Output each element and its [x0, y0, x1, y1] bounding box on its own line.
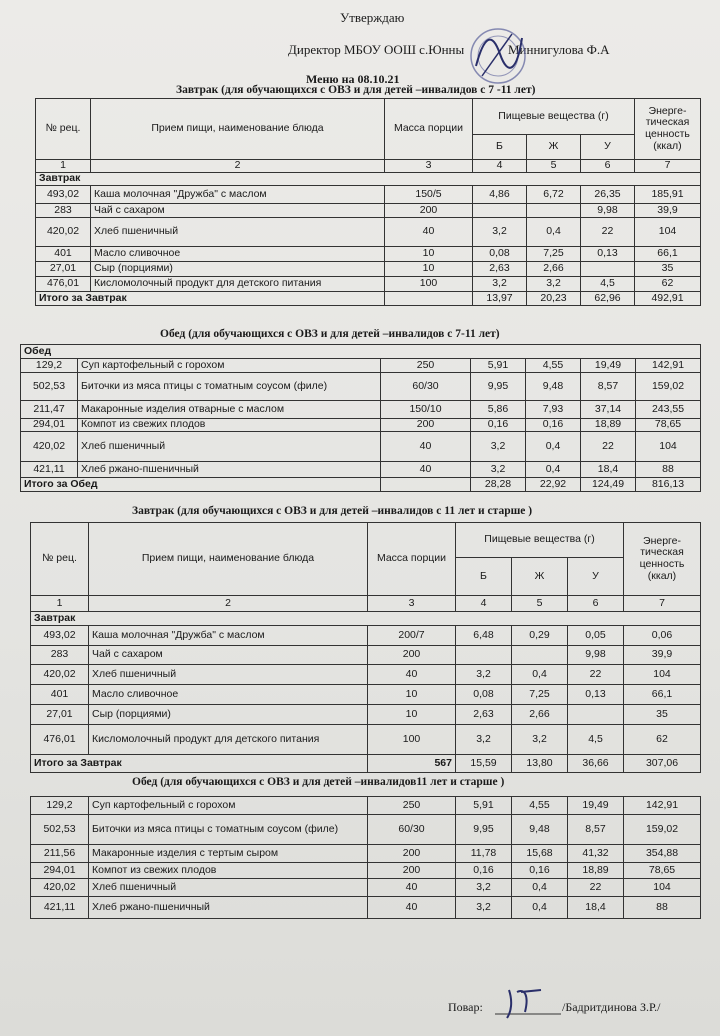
table-cell: 60/30	[368, 815, 456, 845]
table-cell: 22,92	[526, 478, 581, 492]
table-cell: Макаронные изделия с тертым сыром	[89, 845, 368, 863]
idx-cell: 6	[568, 596, 624, 612]
table-cell: Биточки из мяса птицы с томатным соусом (филе)	[89, 815, 368, 845]
col-zh: Ж	[527, 135, 581, 160]
table-row	[36, 218, 701, 247]
table-cell: 15,68	[512, 845, 568, 863]
table-cell: 200/7	[368, 626, 456, 646]
table-cell: 0,4	[526, 432, 581, 462]
total-row	[31, 755, 701, 773]
table-cell: 5,91	[471, 359, 526, 373]
idx-cell: 2	[91, 160, 385, 173]
table-cell	[385, 292, 473, 306]
table-row	[36, 277, 701, 292]
table-cell: 5,91	[456, 797, 512, 815]
idx-cell: 6	[581, 160, 635, 173]
table-cell: 124,49	[581, 478, 636, 492]
table-cell: 211,47	[21, 401, 78, 419]
table-cell: 18,89	[568, 863, 624, 879]
table-cell: 0,16	[471, 419, 526, 432]
table-cell: Хлеб ржано-пшеничный	[78, 462, 381, 478]
table-cell: 104	[635, 218, 701, 247]
idx-cell: 3	[385, 160, 473, 173]
table-cell: 88	[636, 462, 701, 478]
table-cell: 10	[368, 685, 456, 705]
table-cell: Компот из свежих плодов	[78, 419, 381, 432]
table-cell: 3,2	[456, 879, 512, 897]
table-cell: Сыр (порциями)	[89, 705, 368, 725]
table-cell	[527, 204, 581, 218]
table-cell: 294,01	[21, 419, 78, 432]
col-nutrients: Пищевые вещества (г)	[456, 523, 624, 558]
table-cell: 0,08	[456, 685, 512, 705]
col-num: № рец.	[36, 99, 91, 160]
table-cell: 27,01	[31, 705, 89, 725]
col-zh: Ж	[512, 558, 568, 596]
table-cell: 4,5	[568, 725, 624, 755]
table-cell: 100	[368, 725, 456, 755]
table-row	[31, 725, 701, 755]
table-cell: 567	[368, 755, 456, 773]
table-cell: 10	[385, 262, 473, 277]
idx-cell: 1	[36, 160, 91, 173]
table-cell: 492,91	[635, 292, 701, 306]
table-cell: 0,16	[512, 863, 568, 879]
table-breakfast-7-11	[35, 98, 701, 306]
table-cell: 15,59	[456, 755, 512, 773]
table-cell: 0,4	[526, 462, 581, 478]
table-cell: 6,72	[527, 186, 581, 204]
table-cell: 0,4	[512, 879, 568, 897]
table-cell: 27,01	[36, 262, 91, 277]
table-cell: 420,02	[36, 218, 91, 247]
table-row	[31, 705, 701, 725]
table-row	[31, 863, 701, 879]
group-label: Обед	[21, 345, 701, 359]
table-cell: 104	[636, 432, 701, 462]
table-cell: 159,02	[624, 815, 701, 845]
table-breakfast-11-plus	[30, 522, 701, 773]
table-cell: 4,55	[512, 797, 568, 815]
col-b: Б	[456, 558, 512, 596]
table-cell: 0,4	[512, 665, 568, 685]
table-cell: Биточки из мяса птицы с томатным соусом (филе)	[78, 373, 381, 401]
table-cell: 401	[36, 247, 91, 262]
table-row	[31, 815, 701, 845]
table-cell: 13,80	[512, 755, 568, 773]
table-cell: 493,02	[31, 626, 89, 646]
idx-cell: 2	[89, 596, 368, 612]
table-cell: 62,96	[581, 292, 635, 306]
table-cell: 401	[31, 685, 89, 705]
table-cell: 10	[368, 705, 456, 725]
table-cell: 78,65	[636, 419, 701, 432]
table-row	[31, 626, 701, 646]
table-cell: Каша молочная "Дружба" с маслом	[89, 626, 368, 646]
table-cell: 28,28	[471, 478, 526, 492]
table-cell: 8,57	[581, 373, 636, 401]
table-cell: 250	[381, 359, 471, 373]
table-cell: 22	[568, 879, 624, 897]
table-cell: 3,2	[473, 277, 527, 292]
table-cell: 104	[624, 879, 701, 897]
table-cell: 22	[581, 432, 636, 462]
table-cell: 502,53	[31, 815, 89, 845]
table-cell: 62	[624, 725, 701, 755]
table-cell: 9,95	[471, 373, 526, 401]
table-cell: 37,14	[581, 401, 636, 419]
table-cell: 104	[624, 665, 701, 685]
director-name: Миннигулова Ф.А	[508, 42, 610, 57]
table-cell	[512, 646, 568, 665]
table-cell: 243,55	[636, 401, 701, 419]
table-cell: 816,13	[636, 478, 701, 492]
table-cell: Хлеб пшеничный	[89, 665, 368, 685]
table-cell: 19,49	[581, 359, 636, 373]
table-cell: Хлеб пшеничный	[78, 432, 381, 462]
table-cell: 0,4	[512, 897, 568, 919]
table-cell: 200	[368, 845, 456, 863]
table-cell: 9,98	[568, 646, 624, 665]
group-label: Завтрак	[31, 612, 701, 626]
table-cell: Итого за Завтрак	[36, 292, 385, 306]
table-cell: 0,29	[512, 626, 568, 646]
table-cell: 5,86	[471, 401, 526, 419]
table-cell	[568, 705, 624, 725]
table-cell: 0,13	[568, 685, 624, 705]
col-b: Б	[473, 135, 527, 160]
table-cell: 283	[36, 204, 91, 218]
table-cell	[456, 646, 512, 665]
table-cell: 9,98	[581, 204, 635, 218]
table-row	[21, 419, 701, 432]
table-cell: 420,02	[31, 879, 89, 897]
section3-caption: Завтрак (для обучающихся с ОВЗ и для детей –инвалидов с 11 лет и старше )	[132, 505, 533, 517]
table-cell: Макаронные изделия отварные с маслом	[78, 401, 381, 419]
table-cell: 62	[635, 277, 701, 292]
table-cell: 39,9	[635, 204, 701, 218]
table-cell: 3,2	[473, 218, 527, 247]
table-cell: 66,1	[635, 247, 701, 262]
table-cell: 88	[624, 897, 701, 919]
col-num: № рец.	[31, 523, 89, 596]
table-cell: 211,56	[31, 845, 89, 863]
table-row	[21, 462, 701, 478]
section4-caption: Обед (для обучающихся с ОВЗ и для детей –инвалидов11 лет и старше )	[132, 776, 505, 788]
table-row	[36, 262, 701, 277]
col-energy: Энерге-тическая ценность (ккал)	[624, 523, 701, 596]
table-cell: 420,02	[31, 665, 89, 685]
table-cell: Итого за Обед	[21, 478, 381, 492]
table-cell: 129,2	[31, 797, 89, 815]
table-cell: Каша молочная "Дружба" с маслом	[91, 186, 385, 204]
table-cell: 7,93	[526, 401, 581, 419]
col-mass: Масса порции	[385, 99, 473, 160]
approve-label: Утверждаю	[340, 10, 405, 25]
table-cell: 39,9	[624, 646, 701, 665]
table-cell: Хлеб пшеничный	[89, 879, 368, 897]
table-row	[31, 665, 701, 685]
table-cell: 250	[368, 797, 456, 815]
table-cell: 476,01	[31, 725, 89, 755]
cook-signature	[495, 984, 561, 1020]
table-cell: 78,65	[624, 863, 701, 879]
table-row	[31, 797, 701, 815]
table-cell: 35	[635, 262, 701, 277]
table-cell: 35	[624, 705, 701, 725]
table-row	[31, 685, 701, 705]
table-row	[31, 879, 701, 897]
table-cell: 2,66	[512, 705, 568, 725]
table-cell: 7,25	[527, 247, 581, 262]
table-cell: Хлеб ржано-пшеничный	[89, 897, 368, 919]
table-lunch-11-plus	[30, 796, 701, 919]
table-cell: 9,95	[456, 815, 512, 845]
table-cell	[581, 262, 635, 277]
table-row	[21, 373, 701, 401]
table-cell: 4,55	[526, 359, 581, 373]
table-cell: Кисломолочный продукт для детского питания	[89, 725, 368, 755]
table-cell: 11,78	[456, 845, 512, 863]
table-cell: 40	[381, 462, 471, 478]
table-cell: 142,91	[636, 359, 701, 373]
table-cell: 3,2	[456, 897, 512, 919]
table-cell: 40	[385, 218, 473, 247]
table-cell: 294,01	[31, 863, 89, 879]
table-cell: 26,35	[581, 186, 635, 204]
table-cell: 421,11	[21, 462, 78, 478]
idx-cell: 4	[456, 596, 512, 612]
table-row	[21, 401, 701, 419]
director-signature-stamp	[462, 26, 532, 86]
table-cell: 4,5	[581, 277, 635, 292]
table-cell: 0,13	[581, 247, 635, 262]
table-cell: 421,11	[31, 897, 89, 919]
table-cell: Масло сливочное	[91, 247, 385, 262]
total-row	[36, 292, 701, 306]
table-cell: 66,1	[624, 685, 701, 705]
table-cell: 200	[381, 419, 471, 432]
col-name: Прием пищи, наименование блюда	[91, 99, 385, 160]
table-cell: 0,16	[526, 419, 581, 432]
table-row	[36, 186, 701, 204]
table-cell: 2,63	[473, 262, 527, 277]
table-cell: 502,53	[21, 373, 78, 401]
table-cell: 3,2	[512, 725, 568, 755]
table-cell: 3,2	[471, 432, 526, 462]
table-cell: 2,63	[456, 705, 512, 725]
table-cell: 18,4	[568, 897, 624, 919]
table-cell: 3,2	[471, 462, 526, 478]
table-cell: 142,91	[624, 797, 701, 815]
cook-name: /Бадритдинова З.Р./	[562, 1000, 661, 1014]
table-cell: 18,4	[581, 462, 636, 478]
idx-cell: 4	[473, 160, 527, 173]
table-cell	[381, 478, 471, 492]
table-row	[36, 204, 701, 218]
table-cell: 476,01	[36, 277, 91, 292]
table-cell: 9,48	[526, 373, 581, 401]
table-cell: 200	[385, 204, 473, 218]
group-label: Завтрак	[36, 173, 701, 186]
table-cell: Хлеб пшеничный	[91, 218, 385, 247]
table-row	[31, 845, 701, 863]
idx-cell: 7	[624, 596, 701, 612]
table-cell: 22	[568, 665, 624, 685]
table-cell: 8,57	[568, 815, 624, 845]
col-nutrients: Пищевые вещества (г)	[473, 99, 635, 135]
table-row	[21, 359, 701, 373]
table-cell: 3,2	[456, 665, 512, 685]
table-cell: 60/30	[381, 373, 471, 401]
table-cell: 40	[368, 879, 456, 897]
table-cell: 6,48	[456, 626, 512, 646]
table-cell: Чай с сахаром	[89, 646, 368, 665]
table-row	[36, 247, 701, 262]
table-cell: 420,02	[21, 432, 78, 462]
table-cell: 40	[368, 897, 456, 919]
table-cell: 493,02	[36, 186, 91, 204]
table-cell: 40	[381, 432, 471, 462]
table-cell: 18,89	[581, 419, 636, 432]
table-cell: Суп картофельный с горохом	[89, 797, 368, 815]
section1-caption: Завтрак (для обучающихся с ОВЗ и для детей –инвалидов с 7 -11 лет)	[176, 84, 536, 96]
table-cell: Компот из свежих плодов	[89, 863, 368, 879]
table-cell: 0,05	[568, 626, 624, 646]
idx-cell: 3	[368, 596, 456, 612]
table-cell: 4,86	[473, 186, 527, 204]
table-cell: 200	[368, 646, 456, 665]
table-cell: 159,02	[636, 373, 701, 401]
table-cell: 307,06	[624, 755, 701, 773]
table-cell: 129,2	[21, 359, 78, 373]
table-row	[21, 432, 701, 462]
table-cell: Масло сливочное	[89, 685, 368, 705]
table-cell: 41,32	[568, 845, 624, 863]
table-cell: 22	[581, 218, 635, 247]
table-cell: 150/5	[385, 186, 473, 204]
table-cell: 0,4	[527, 218, 581, 247]
table-cell: Чай с сахаром	[91, 204, 385, 218]
table-cell: 3,2	[527, 277, 581, 292]
table-cell: 13,97	[473, 292, 527, 306]
table-cell: 20,23	[527, 292, 581, 306]
table-cell: 354,88	[624, 845, 701, 863]
col-mass: Масса порции	[368, 523, 456, 596]
table-row	[31, 646, 701, 665]
table-cell: 0,06	[624, 626, 701, 646]
table-cell: Суп картофельный с горохом	[78, 359, 381, 373]
idx-cell: 5	[512, 596, 568, 612]
table-cell: Кисломолочный продукт для детского питания	[91, 277, 385, 292]
col-u: У	[581, 135, 635, 160]
menu-date-title: Меню на 08.10.21	[306, 72, 400, 86]
table-cell: 3,2	[456, 725, 512, 755]
col-energy: Энерге-тическая ценность (ккал)	[635, 99, 701, 160]
table-cell: 10	[385, 247, 473, 262]
table-cell: 200	[368, 863, 456, 879]
idx-cell: 5	[527, 160, 581, 173]
table-lunch-7-11	[20, 344, 701, 492]
director-title: Директор МБОУ ООШ с.Юнны	[288, 42, 465, 57]
table-cell: 185,91	[635, 186, 701, 204]
idx-cell: 7	[635, 160, 701, 173]
cook-label: Повар:	[448, 1000, 483, 1014]
col-name: Прием пищи, наименование блюда	[89, 523, 368, 596]
table-cell: 283	[31, 646, 89, 665]
table-cell: 19,49	[568, 797, 624, 815]
idx-cell: 1	[31, 596, 89, 612]
col-u: У	[568, 558, 624, 596]
table-cell: 9,48	[512, 815, 568, 845]
table-cell: 2,66	[527, 262, 581, 277]
table-cell: 36,66	[568, 755, 624, 773]
table-cell: Сыр (порциями)	[91, 262, 385, 277]
table-cell: 40	[368, 665, 456, 685]
table-cell: 100	[385, 277, 473, 292]
table-cell: 0,08	[473, 247, 527, 262]
section2-caption: Обед (для обучающихся с ОВЗ и для детей –инвалидов с 7-11 лет)	[160, 328, 500, 340]
total-row	[21, 478, 701, 492]
table-row	[31, 897, 701, 919]
table-cell: Итого за Завтрак	[31, 755, 368, 773]
table-cell: 0,16	[456, 863, 512, 879]
table-cell	[473, 204, 527, 218]
table-cell: 7,25	[512, 685, 568, 705]
table-cell: 150/10	[381, 401, 471, 419]
